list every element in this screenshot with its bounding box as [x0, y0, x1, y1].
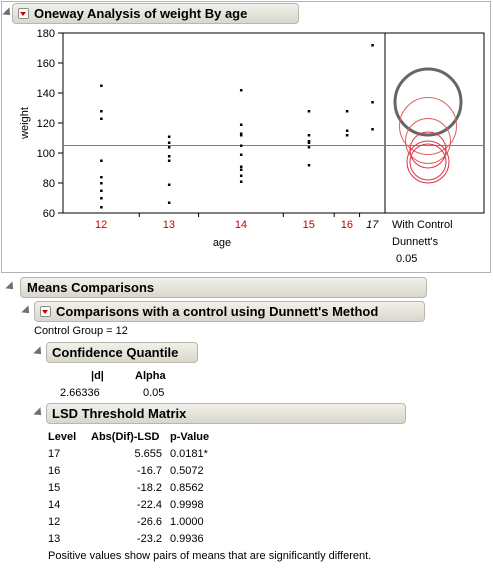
comparison-circle — [407, 141, 449, 183]
disclosure-triangle-dunnett[interactable] — [21, 305, 32, 316]
lsd-matrix-title: LSD Threshold Matrix — [52, 406, 187, 421]
lsd-row-level: 13 — [48, 533, 61, 545]
lsd-row-pvalue: 1.0000 — [170, 516, 204, 528]
lsd-row-absdif: -22.4 — [136, 499, 162, 511]
y-tick-label: 140 — [36, 88, 55, 100]
data-point — [168, 155, 171, 158]
data-point — [100, 197, 103, 200]
x-tick-label: 14 — [234, 219, 248, 231]
data-point — [240, 154, 243, 157]
oneway-title: Oneway Analysis of weight By age — [34, 6, 248, 21]
data-point — [371, 44, 374, 47]
disclosure-triangle-means[interactable] — [5, 281, 16, 292]
lsd-row-absdif: 5.655 — [134, 448, 162, 460]
data-point — [240, 133, 243, 136]
lsd-row-pvalue: 0.9998 — [170, 499, 204, 511]
data-point — [346, 134, 349, 137]
data-point — [240, 166, 243, 169]
quantile-header-d: |d| — [91, 370, 104, 382]
data-point — [168, 160, 171, 163]
lsd-row-pvalue: 0.9936 — [170, 533, 204, 545]
dunnett-header[interactable] — [34, 301, 425, 322]
data-point — [168, 202, 171, 205]
comparison-circle — [395, 69, 461, 135]
lsd-row-absdif: -18.2 — [136, 482, 162, 494]
lsd-row-level: 14 — [48, 499, 61, 511]
circles-label-line2: Dunnett's — [392, 236, 439, 248]
data-point — [240, 181, 243, 184]
x-tick-label: 15 — [302, 219, 315, 231]
y-tick-label: 120 — [36, 118, 55, 130]
y-tick-label: 160 — [36, 58, 55, 70]
quantile-header-alpha: Alpha — [135, 370, 166, 382]
oneway-plot — [0, 0, 493, 270]
data-point — [371, 101, 374, 104]
data-point — [346, 110, 349, 113]
lsd-row-pvalue: 0.8562 — [170, 482, 204, 494]
lsd-footnote: Positive values show pairs of means that are significantly different. — [48, 550, 372, 562]
x-tick-label: 12 — [95, 219, 108, 231]
data-point — [346, 130, 349, 133]
data-point — [308, 134, 311, 137]
y-tick-label: 180 — [36, 28, 55, 40]
red-triangle-menu-icon[interactable] — [40, 306, 51, 317]
comparison-circle — [410, 144, 446, 180]
y-tick-label: 100 — [36, 148, 55, 160]
means-comparisons-title: Means Comparisons — [27, 280, 155, 295]
lsd-row-level: 12 — [48, 516, 61, 528]
data-point — [308, 164, 311, 167]
plot-frame — [63, 33, 385, 213]
data-point — [240, 175, 243, 178]
comparison-circle — [410, 132, 446, 168]
dunnett-title: Comparisons with a control using Dunnett's Method — [56, 304, 379, 319]
lsd-row-level: 16 — [48, 465, 61, 477]
lsd-header-absdif: Abs(Dif)-LSD — [91, 431, 160, 443]
x-tick-label: 13 — [162, 219, 176, 231]
data-point — [100, 160, 103, 163]
lsd-header-level: Level — [48, 431, 77, 443]
x-tick-label: 16 — [340, 219, 353, 231]
y-axis-label: weight — [19, 107, 31, 139]
data-point — [168, 146, 171, 149]
lsd-row-pvalue: 0.5072 — [170, 465, 204, 477]
quantile-value-d: 2.66336 — [60, 387, 100, 399]
y-tick-label: 80 — [42, 178, 55, 190]
confidence-quantile-header[interactable] — [46, 342, 198, 363]
control-group-text: Control Group = 12 — [34, 325, 128, 337]
data-point — [371, 128, 374, 131]
data-point — [100, 182, 103, 185]
quantile-value-alpha: 0.05 — [143, 387, 165, 399]
data-point — [100, 85, 103, 88]
data-point — [100, 118, 103, 121]
lsd-row-level: 17 — [48, 448, 61, 460]
data-point — [100, 176, 103, 179]
disclosure-triangle-lsd[interactable] — [33, 407, 44, 418]
data-point — [100, 190, 103, 193]
lsd-row-absdif: -26.6 — [136, 516, 162, 528]
data-point — [240, 145, 243, 148]
data-point — [100, 206, 103, 209]
circles-label-line1: With Control — [392, 219, 453, 231]
lsd-row-pvalue: 0.0181* — [170, 448, 208, 460]
lsd-row-absdif: -16.7 — [136, 465, 162, 477]
data-point — [168, 142, 171, 145]
disclosure-triangle-quantile[interactable] — [33, 346, 44, 357]
data-point — [168, 184, 171, 187]
data-point — [308, 146, 311, 149]
means-comparisons-header[interactable] — [20, 277, 427, 298]
y-tick-label: 60 — [42, 208, 55, 220]
data-point — [240, 124, 243, 127]
data-point — [308, 140, 311, 143]
lsd-row-level: 15 — [48, 482, 61, 494]
x-axis-label: age — [212, 237, 232, 249]
lsd-header-pvalue: p-Value — [170, 431, 210, 443]
data-point — [240, 169, 243, 172]
data-point — [240, 89, 243, 92]
x-tick-label: 17 — [366, 219, 379, 231]
circles-label-line3: 0.05 — [396, 253, 418, 265]
lsd-matrix-header[interactable] — [46, 403, 406, 424]
confidence-quantile-title: Confidence Quantile — [52, 345, 179, 360]
lsd-row-absdif: -23.2 — [136, 533, 162, 545]
data-point — [100, 110, 103, 113]
data-point — [308, 110, 311, 113]
data-point — [168, 136, 171, 139]
